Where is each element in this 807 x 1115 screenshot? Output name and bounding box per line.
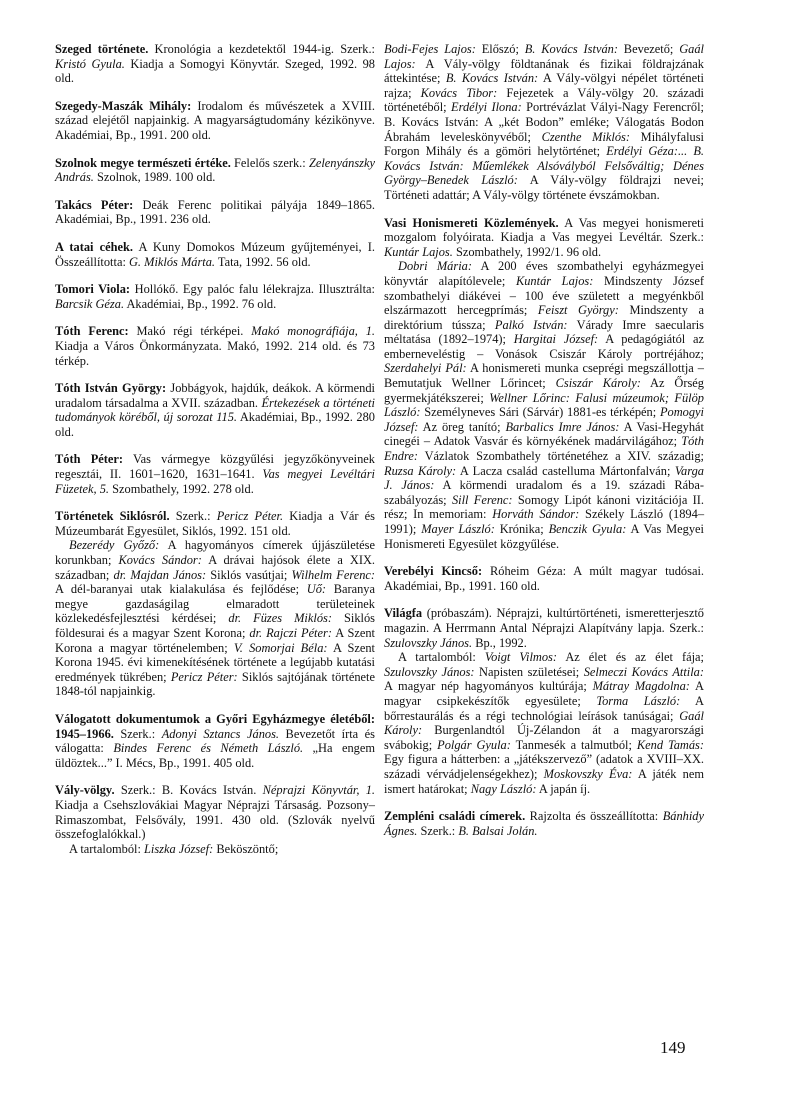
entry-text xyxy=(55,783,375,841)
entry-run: Siklós földesurai és a magyar Szent Korona; xyxy=(55,611,375,640)
entry-run: Bevezetőt írta és válogatta: xyxy=(55,726,375,756)
entry-run: Várady Imre saecularis méltatása (1892–1974); xyxy=(384,317,704,347)
entry-contents xyxy=(55,538,375,699)
author-name: Kovács Tibor: xyxy=(420,85,498,100)
entry-title: Történetek Siklósról. xyxy=(55,509,170,524)
entry-run: A pedagógiától az emberneveléstig – Vonások Csiszár Károly portréjához; xyxy=(384,332,705,361)
entry-run: A Lacza család castelluma Mártonfalván; xyxy=(456,463,675,478)
author-name: Kuntár Lajos: xyxy=(515,273,594,288)
author-name: Szulovszky János. xyxy=(384,635,473,650)
author-name: Adonyi Sztancs János. xyxy=(161,726,280,741)
author-name: B. Balsai Jolán. xyxy=(458,823,538,838)
entry-text xyxy=(55,509,375,538)
author-name: Szulovszky János: xyxy=(384,664,475,679)
entry-contents xyxy=(384,650,704,796)
author-name: Dobri Mária: xyxy=(398,259,472,274)
entry-run: A drávai hajósok élete a XIX. században; xyxy=(55,553,375,582)
entry-run: A Szent Korona a magyar történelemben; xyxy=(55,626,375,655)
entry-run: Akadémiai, Bp., 1992. 280 old. xyxy=(55,410,375,439)
entry-run: Szombathely, 1992/1. 96 old. xyxy=(452,244,602,259)
entry-run: A magyar nép hagyományos kultúrája; xyxy=(384,679,593,694)
entry-text xyxy=(55,381,375,439)
entry-run: Felelős szerk.: xyxy=(230,155,309,170)
author-name: dr. Rajczi Péter: xyxy=(249,626,332,640)
bibliography-entry xyxy=(55,42,375,86)
entry-contents xyxy=(384,259,704,551)
entry-title: Vasi Honismereti Közlemények. xyxy=(384,215,559,230)
author-name: dr. Füzes Miklós: xyxy=(228,611,332,626)
author-name: Mayer László: xyxy=(421,522,495,536)
entry-run: Az élet és az élet fája; xyxy=(557,650,704,665)
entry-title: Szegedy-Maszák Mihály: xyxy=(55,98,192,113)
entry-run: Vázlatok Szombathely történetéhez a XIV. századig; xyxy=(417,449,704,464)
entry-run: Szombathely, 1992. 278 old. xyxy=(109,481,254,496)
entry-run: Róheim Géza: A múlt magyar tudósai. Akadémiai, Bp., 1991. 160 old. xyxy=(384,564,704,593)
entry-run: A honismereti munka cseprégi megszállottja – Bemutatjuk Wellner Lőrincet; xyxy=(384,361,704,391)
entry-run: A 200 éves szombathelyi egyházmegyei könyvtár alapítólevele; xyxy=(384,259,704,288)
author-name: Gaál Lajos: xyxy=(384,42,704,71)
entry-contents xyxy=(55,842,375,857)
author-name: Feiszt György: xyxy=(537,303,619,318)
entry-title: Tóth Ferenc: xyxy=(55,324,129,339)
author-name: Palkó István: xyxy=(494,317,568,332)
entry-run: Szerk.: B. Kovács István. xyxy=(114,783,263,798)
author-name: Kend Tamás: xyxy=(636,737,704,752)
bibliography-entry xyxy=(55,198,375,227)
entry-title: Vály-völgy. xyxy=(55,783,115,798)
entry-run: A magyar csipkekészítők egyesülete; xyxy=(384,679,704,708)
entry-text xyxy=(384,42,704,203)
entry-text xyxy=(55,156,375,185)
author-name: Polgár Gyula: xyxy=(437,737,511,752)
author-name: Kuntár Lajos. xyxy=(384,244,453,259)
entry-run: A bőrrestaurálás és a régi technológiai leírások tanúságai; xyxy=(384,693,704,723)
entry-run: Siklós sajtójának története 1848-tól napjainkig. xyxy=(55,669,375,699)
author-name: Bezerédy Győző: xyxy=(69,538,160,553)
entry-run: Beköszöntő; xyxy=(213,841,279,856)
entry-run: Siklós vasútjai; xyxy=(206,567,292,582)
entry-run: Rajzolta és összeállította: xyxy=(525,809,663,824)
entry-run: Portrévázlat Vályi-Nagy Ferencről; B. Kovács István: A „két Bodon” emléke; Válogatás Bodon Ábrahám leveleskönyvéből; xyxy=(384,100,705,144)
author-name: Erdélyi Géza:... B. Kovács István: Műemlékek Alsóvályból Felsőváltig; Dénes György–Benedek László: xyxy=(384,144,705,188)
author-name: Varga J. János: xyxy=(384,463,704,493)
entry-run: A tartalomból: xyxy=(398,650,485,665)
author-name: Makó monográfiája, 1. xyxy=(251,324,376,339)
bibliography-entry xyxy=(55,282,375,311)
entry-run: Szerk.: xyxy=(169,509,217,524)
entry-text xyxy=(55,324,375,368)
author-name: dr. Majdan János: xyxy=(113,567,207,582)
author-name: Torma László: xyxy=(596,693,681,708)
entry-run: Somogy Lipót kánoni vizitációja II. rész; In memoriam: xyxy=(384,492,704,522)
entry-run: A tartalomból: xyxy=(69,841,145,856)
author-name: Gaál Károly: xyxy=(384,708,704,738)
author-name: Hargitai József: xyxy=(513,332,599,347)
entry-run: A Vas Megyei Honismereti Egyesület közgyűlése. xyxy=(384,522,704,551)
entry-text xyxy=(55,198,375,227)
entry-text xyxy=(55,452,375,496)
author-name: Nagy László: xyxy=(470,781,537,796)
bibliography-entry xyxy=(55,381,375,439)
right-column xyxy=(384,42,704,851)
entry-title: Válogatott dokumentumok a Győri Egyházmegye életéből: 1945–1966. xyxy=(55,711,375,741)
entry-run: Székely László (1894–1991); xyxy=(384,507,705,536)
entry-run: Szerk.: xyxy=(417,823,459,838)
author-name: Voigt Vilmos: xyxy=(484,650,557,665)
entry-run: Az Őrség gyermekjátékszerei; xyxy=(384,376,704,405)
author-name: B. Kovács István: xyxy=(524,42,618,56)
entry-run: A Vály-völgyi népélet történeti rajza; xyxy=(384,71,704,100)
entry-run: Tata, 1992. 56 old. xyxy=(215,254,311,269)
entry-run: A Vas megyei honismereti mozgalom folyóirata. Kiadja a Vas megyei Levéltár. Szerk.: xyxy=(384,215,704,245)
entry-run: Mindszenty a direktórium tússza; xyxy=(384,303,705,332)
entry-text xyxy=(384,606,704,650)
bibliography-entry xyxy=(55,712,375,770)
author-name: Wilhelm Ferenc: xyxy=(291,567,376,582)
entry-text xyxy=(384,564,704,593)
author-name: Értekezések a történeti tudományok köréből, új sorozat 115. xyxy=(55,395,375,425)
author-name: Liszka József: xyxy=(144,841,214,856)
author-name: Bánhidy Ágnes. xyxy=(384,809,704,838)
entry-run: Előszó; xyxy=(475,42,525,56)
bibliography-entry xyxy=(384,564,704,593)
entry-text xyxy=(55,712,375,770)
entry-text xyxy=(384,216,704,260)
author-name: B. Kovács István: xyxy=(445,71,539,86)
entry-title: A tatai céhek. xyxy=(55,239,134,254)
author-name: Barbalics Imre János: xyxy=(505,419,620,434)
entry-text xyxy=(55,42,375,86)
author-name: Benczik Gyula: xyxy=(548,522,627,536)
bibliography-entry xyxy=(55,324,375,368)
entry-run: A játék nem ismert határokat; xyxy=(384,766,704,796)
entry-run: Baranya megye gazdaságilag elmaradott területeinek közlekedésfejlesztési kérdései; xyxy=(55,582,375,626)
entry-run: Akadémiai, Bp., 1992. 76 old. xyxy=(124,296,277,311)
entry-text xyxy=(384,809,704,838)
bibliography-entry xyxy=(384,42,704,203)
entry-run: Jobbágyok, hajdúk, deákok. A körmendi uradalom társadalma a XVII. században. xyxy=(55,381,375,410)
entry-title: Szolnok megye természeti értéke. xyxy=(55,155,231,170)
author-name: Pericz Péter. xyxy=(216,509,284,524)
author-name: Szerdahelyi Pál: xyxy=(384,361,467,376)
entry-title: Tomori Viola: xyxy=(55,282,131,297)
author-name: Erdélyi Ilona: xyxy=(451,100,522,115)
entry-run: Egy figura a hátterben: a „játékszervező” (adatok a XVIII–XX. századi vérvádjelenségekhez); xyxy=(384,752,704,781)
entry-run: Bevezető; xyxy=(617,42,680,56)
entry-run: (próbaszám). Néprajzi, kultúrtörténeti, ismeretterjesztő magazin. A Herrmann Antal Néprajzi Alapítvány lapja. Szerk.: xyxy=(384,606,704,635)
entry-run: Burgenlandtól Új-Zélandon át a magyarországi svábokig; xyxy=(384,723,704,752)
author-name: Wellner Lőrinc: Falusi múzeumok; Fülöp László: xyxy=(384,390,704,420)
entry-run: Krónika; xyxy=(494,522,549,536)
entry-run: Irodalom és művészetek a XVIII. század elejétől napjainkig. A magyarságtudomány kézikönyve. Akadémiai, Bp., 1991. 200 old. xyxy=(55,98,375,142)
entry-run: Deák Ferenc politikai pályája 1849–1865. Akadémiai, Bp., 1991. 236 old. xyxy=(55,197,375,227)
entry-title: Tóth Péter: xyxy=(55,452,124,467)
author-name: Selmeczi Kovács Attila: xyxy=(583,664,704,679)
entry-run: Makó régi térképei. xyxy=(128,324,252,339)
entry-run: Napisten születései; xyxy=(474,664,584,679)
author-name: V. Somorjai Béla: xyxy=(233,640,328,655)
entry-run: Fejezetek a Vály-völgy 20. századi történetéből; xyxy=(384,85,704,115)
bibliography-entry xyxy=(55,783,375,856)
entry-title: Takács Péter: xyxy=(55,197,134,212)
author-name: Sill Ferenc: xyxy=(451,492,513,507)
entry-run: A Vasi-Hegyhát cinegéi – Adatok Vasvár és környékének madárvilágához; xyxy=(384,419,704,449)
bibliography-entry xyxy=(384,216,704,552)
entry-run: A Vály-völgy földtanának és fizikai földrajzának áttekintése; xyxy=(384,56,704,86)
author-name: Pomogyi József: xyxy=(384,405,704,434)
entry-run: Szerk.: xyxy=(113,726,162,741)
entry-run: A dél-baranyai utak kialakulása és fejlődése; xyxy=(55,582,307,597)
bibliography-entry xyxy=(55,99,375,143)
entry-run: Az öreg tanító; xyxy=(418,419,506,434)
bibliography-entry xyxy=(55,509,375,699)
entry-run: Tanmesék a talmutból; xyxy=(510,737,637,752)
author-name: Pericz Péter: xyxy=(170,669,238,684)
entry-run: Kiadja a Csehszlovákiai Magyar Néprajzi Társaság. Pozsony–Rimaszombat, Felsővály, 1991. 430 old. (Szlovák nyelvű összefoglalókkal.) xyxy=(55,797,375,842)
entry-run: Kiadja a Vár és Múzeumbarát Egyesület, Siklós, 1992. 151 old. xyxy=(55,509,375,538)
author-name: Vas megyei Levéltári Füzetek, 5. xyxy=(55,467,375,496)
entry-run: A japán íj. xyxy=(536,781,591,796)
entry-run: Szolnok, 1989. 100 old. xyxy=(93,170,216,185)
entry-run: Bp., 1992. xyxy=(472,635,527,650)
author-name: Barcsik Géza. xyxy=(55,296,125,311)
bibliography-entry xyxy=(55,240,375,269)
author-name: Zelenyánszky András. xyxy=(55,155,375,185)
bibliography-entry xyxy=(55,452,375,496)
entry-run: A körmendi uradalom és a 19. századi Rába-szabályozás; xyxy=(384,478,704,507)
author-name: G. Miklós Márta. xyxy=(128,254,216,269)
bibliography-entry xyxy=(55,156,375,185)
left-column xyxy=(55,42,375,869)
entry-run: Mihályfalusi Forgon Mihály és a gömöri helytörténet; xyxy=(384,129,704,159)
author-name: Bodi-Fejes Lajos: xyxy=(384,42,476,56)
entry-run: Kiadja a Somogyi Könyvtár. Szeged, 1992. 98 old. xyxy=(55,56,375,86)
entry-run: A Kuny Domokos Múzeum gyűjteményei, I. Összeállította: xyxy=(55,239,375,269)
entry-title: Zempléni családi címerek. xyxy=(384,809,526,824)
entry-run: Kronológia a kezdetektől 1944-ig. Szerk.: xyxy=(148,42,375,56)
author-name: Mátray Magdolna: xyxy=(592,679,690,694)
author-name: Néprajzi Könyvtár, 1. xyxy=(262,783,376,798)
author-name: Csiszár Károly: xyxy=(555,376,641,391)
page-number: 149 xyxy=(660,1038,686,1057)
author-name: Tóth Endre: xyxy=(384,434,704,464)
entry-run: Vas vármegye közgyűlési jegyzőkönyveinek regesztái, II. 1601–1620, 1631–1641. xyxy=(55,452,375,482)
entry-run: A Vály-völgy földrajzi nevei; Történeti adattár; A Vály-völgy története évszámokban. xyxy=(384,173,704,202)
entry-title: Világfa xyxy=(384,606,423,621)
entry-run: Hollókő. Egy palóc falu lélekrajza. Illusztrálta: xyxy=(130,282,376,297)
entry-text xyxy=(55,240,375,269)
entry-run: Mindszenty József szombathelyi diákévei – 100 éve született a megyénkből elszármazott hercegprímás; xyxy=(384,273,705,318)
entry-title: Verebélyi Kincső: xyxy=(384,564,483,579)
author-name: Uő: xyxy=(306,582,327,597)
entry-run: Kiadja a Város Önkormányzata. Makó, 1992. 214 old. és 73 térkép. xyxy=(55,338,375,368)
author-name: Bindes Ferenc és Németh László. xyxy=(113,741,304,756)
bibliography-entry xyxy=(384,606,704,796)
entry-run: A Szent Korona 1945. évi kimenekítésének története a legújabb kutatási eredmények tükrében; xyxy=(55,640,375,684)
entry-text xyxy=(55,99,375,143)
author-name: Kovács Sándor: xyxy=(118,553,202,568)
entry-text xyxy=(55,282,375,311)
author-name: Kristó Gyula. xyxy=(55,56,125,71)
author-name: Czenthe Miklós: xyxy=(541,129,631,144)
entry-run: A hagyományos címerek újjászületése korunkban; xyxy=(55,538,375,568)
entry-title: Tóth István György: xyxy=(55,381,167,396)
author-name: Ruzsa Károly: xyxy=(384,463,457,478)
author-name: Horváth Sándor: xyxy=(492,507,580,522)
entry-run: „Ha engem üldöztek...” I. Mécs, Bp., 1991. 405 old. xyxy=(55,741,375,770)
entry-run: Személyneves Sári (Sárvár) 1881-es térképén; xyxy=(420,405,660,420)
bibliography-entry xyxy=(384,809,704,838)
author-name: Moskovszky Éva: xyxy=(543,766,633,781)
entry-title: Szeged története. xyxy=(55,42,149,56)
